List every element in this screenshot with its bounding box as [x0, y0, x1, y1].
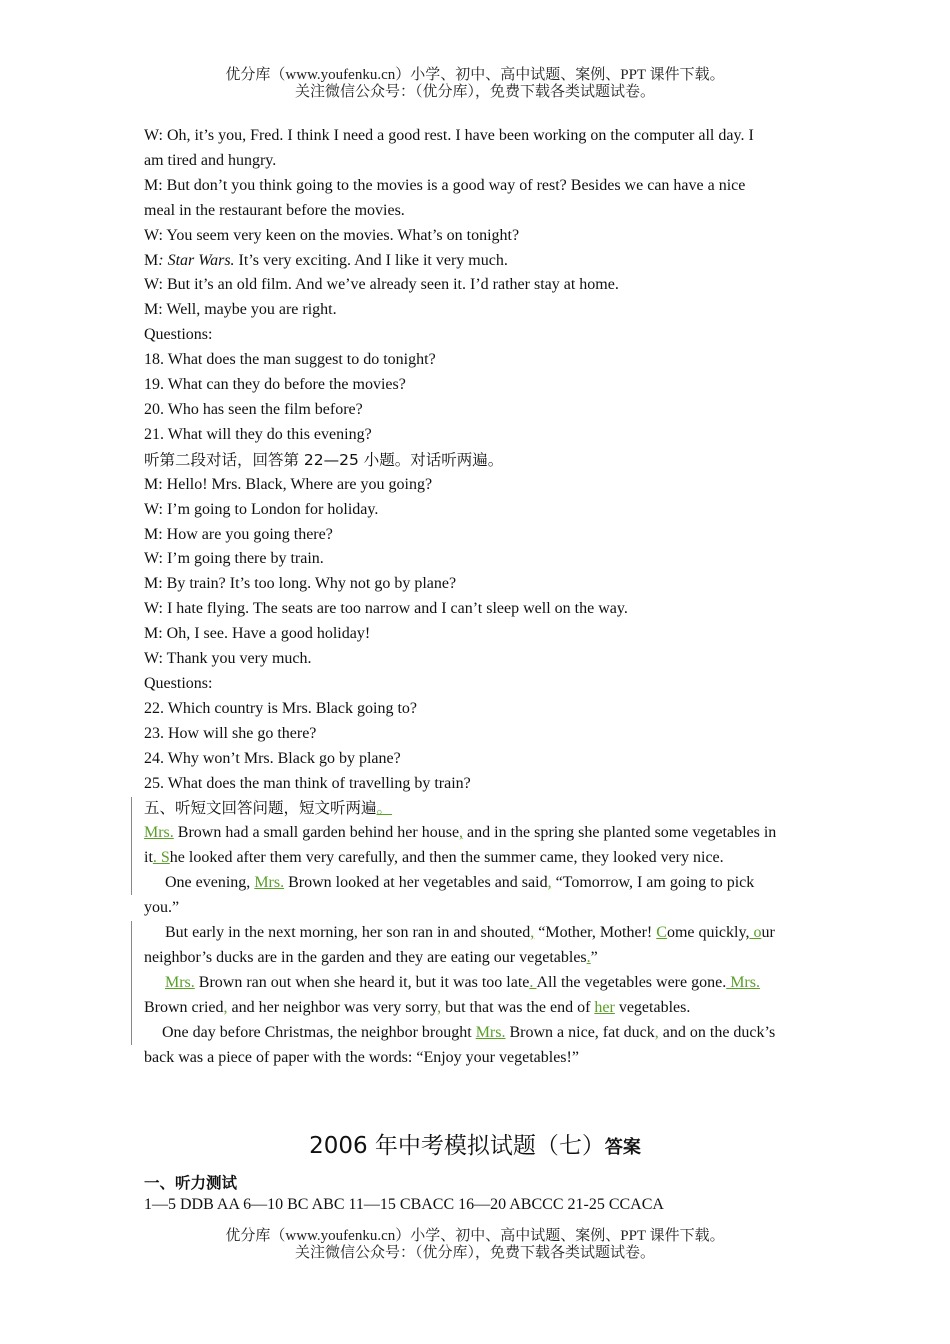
- edit-mark: Mrs.: [726, 973, 760, 991]
- passage-text: Brown had a small garden behind her house: [173, 824, 460, 842]
- dialogue-line: W: I’m going there by train.: [144, 550, 324, 568]
- passage-text: One evening,: [165, 874, 255, 892]
- dialogue-line: [144, 249, 806, 274]
- edit-mark: .: [586, 948, 591, 966]
- edit-mark: ,: [223, 998, 228, 1016]
- passage-text: But early in the next morning, her son ran in and shouted: [165, 924, 531, 941]
- dialogue-line: W: Thank you very much.: [144, 650, 312, 668]
- film-title: Star Wars.: [167, 251, 235, 269]
- passage-text: Brown cried: [144, 998, 224, 1016]
- questions-label: Questions:: [144, 674, 213, 692]
- dialogue-line: [144, 174, 806, 224]
- passage-text: he looked after them very carefully, and then the summer came, they looked very nice.: [169, 849, 724, 867]
- question: 21. What will they do this evening?: [144, 425, 372, 443]
- passage-text: and in the spring she planted some vegetables in: [463, 824, 777, 842]
- footer-line-1: 优分库（www.youfenku.cn）小学、初中、高中试题、案例、PPT 课件下载。: [225, 1228, 725, 1244]
- question: 20. Who has seen the film before?: [144, 400, 363, 418]
- passage-text: “Mother, Mother!: [534, 924, 657, 941]
- revision-bar: [131, 797, 132, 895]
- question: 25. What does the man think of travelling by train?: [144, 774, 471, 792]
- dialogue-text: M: But don’t you think going to the movies is a good way of rest? Besides we can have a nice: [144, 176, 746, 194]
- edit-mark: Mrs.: [475, 1023, 506, 1041]
- passage-text: All the vegetables were gone.: [536, 973, 727, 991]
- dialogue-text: am tired and hungry.: [144, 151, 277, 169]
- passage-text: ur: [761, 924, 775, 941]
- page-footer: [0, 1228, 950, 1262]
- edit-mark: o: [749, 924, 762, 941]
- passage-text: you.”: [144, 899, 180, 917]
- passage-paragraph: [144, 1021, 806, 1071]
- dialogue-line: M: How are you going there?: [144, 525, 333, 543]
- header-line-1: 优分库（www.youfenku.cn）小学、初中、高中试题、案例、PPT 课件下载。: [225, 67, 725, 83]
- edit-mark: 。: [376, 799, 393, 818]
- passage-text: it: [144, 849, 153, 867]
- passage-text: vegetables.: [614, 998, 691, 1016]
- passage-text: “Tomorrow, I am going to pick: [551, 874, 755, 892]
- edit-mark: ,: [547, 874, 552, 892]
- edit-mark: ,: [654, 1023, 659, 1041]
- edit-mark: ,: [530, 924, 535, 941]
- passage-text: and on the duck’s: [658, 1023, 776, 1041]
- colon: :: [158, 251, 164, 269]
- answer-title: [0, 1127, 950, 1160]
- edit-mark: Mrs.: [254, 874, 285, 892]
- section-instruction: 听第二段对话，回答第 22—25 小题。对话听两遍。: [144, 450, 504, 469]
- passage-text: Brown a nice, fat duck: [505, 1023, 655, 1041]
- dialogue-text: W: Oh, it’s you, Fred. I think I need a good rest. I have been working on the computer all day. I: [144, 127, 754, 144]
- question: 18. What does the man suggest to do tonight?: [144, 351, 436, 369]
- dialogue-line: M: Oh, I see. Have a good holiday!: [144, 625, 371, 643]
- dialogue-line: W: I hate flying. The seats are too narrow and I can’t sleep well on the way.: [144, 600, 628, 618]
- dialogue-line: W: You seem very keen on the movies. What’s on tonight?: [144, 226, 520, 244]
- edit-mark: . S: [152, 849, 170, 867]
- answer-key-line: 1—5 DDB AA 6—10 BC ABC 11—15 CBACC 16—20 ABCCC 21-25 CCACA: [144, 1196, 664, 1213]
- edit-mark: C: [656, 924, 667, 941]
- answer-title-text: 2006 年中考模拟试题（七）: [309, 1133, 605, 1159]
- dialogue-text: meal in the restaurant before the movies.: [144, 201, 405, 219]
- question: 19. What can they do before the movies?: [144, 376, 406, 394]
- dialogue-line: M: Hello! Mrs. Black, Where are you going?: [144, 475, 433, 493]
- section-title-text: 五、听短文回答问题，短文听两遍: [144, 799, 377, 818]
- dialogue-line: W: I’m going to London for holiday.: [144, 500, 379, 518]
- passage-text: but that was the end of: [441, 998, 595, 1016]
- section-title: [144, 796, 806, 821]
- passage-paragraph: [144, 871, 806, 921]
- question: 23. How will she go there?: [144, 724, 317, 742]
- passage-text: ome quickly,: [666, 924, 750, 941]
- passage-paragraph: [144, 821, 806, 871]
- passage-text: Brown ran out when she heard it, but it was too late: [194, 973, 530, 991]
- edit-mark: .: [529, 973, 537, 991]
- passage-paragraph: [144, 921, 806, 971]
- dialogue-line: W: But it’s an old film. And we’ve already seen it. I’d rather stay at home.: [144, 276, 619, 294]
- revision-bar: [131, 921, 132, 1045]
- page-header: [0, 67, 950, 101]
- passage-text: and her neighbor was very sorry: [227, 998, 438, 1016]
- edit-mark: ,: [459, 824, 464, 842]
- edit-mark: ,: [437, 998, 442, 1016]
- passage-text: neighbor’s ducks are in the garden and they are eating our vegetables: [144, 948, 587, 966]
- header-line-2: 关注微信公众号：（优分库），免费下载各类试题试卷。: [294, 84, 655, 100]
- edit-mark: Mrs.: [165, 973, 195, 991]
- questions-label: Questions:: [144, 326, 213, 344]
- edit-mark: Mrs.: [144, 824, 174, 842]
- document-body: [144, 124, 806, 1070]
- dialogue-text: It’s very exciting. And I like it very much.: [234, 251, 508, 269]
- passage-paragraph: [144, 971, 806, 1021]
- passage-text: back was a piece of paper with the words: “Enjoy your vegetables!”: [144, 1048, 579, 1066]
- footer-line-2: 关注微信公众号：（优分库），免费下载各类试题试卷。: [294, 1245, 655, 1261]
- question: 24. Why won’t Mrs. Black go by plane?: [144, 749, 401, 767]
- dialogue-line: M: By train? It’s too long. Why not go by plane?: [144, 575, 457, 593]
- dialogue-line: [144, 124, 806, 174]
- answer-title-suffix: 答案: [604, 1137, 641, 1158]
- speaker: M: [144, 251, 159, 269]
- passage-text: Brown looked at her vegetables and said: [284, 874, 548, 892]
- passage-text: ”: [590, 948, 598, 966]
- answer-section-heading: 一、听力测试: [144, 1174, 238, 1192]
- question: 22. Which country is Mrs. Black going to?: [144, 699, 417, 717]
- dialogue-line: M: Well, maybe you are right.: [144, 301, 337, 319]
- passage-text: One day before Christmas, the neighbor brought: [162, 1023, 476, 1041]
- edit-mark: her: [594, 998, 615, 1016]
